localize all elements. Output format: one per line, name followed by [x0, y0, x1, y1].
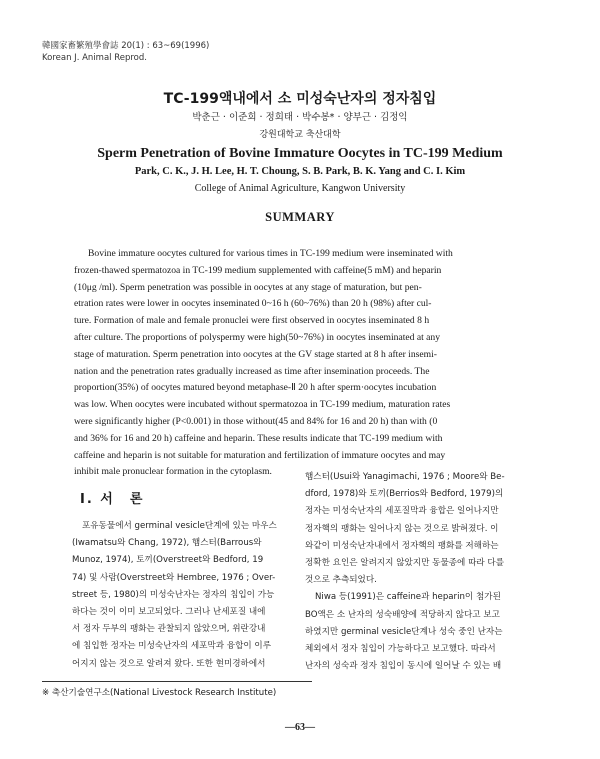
korean-affiliation: 강원대학교 축산대학 [259, 130, 341, 140]
right-column-line: 와같이 미성숙난자내에서 정자핵의 팽화를 저해하는 [305, 540, 499, 551]
left-column-line: 74) 및 사람(Overstreet와 Hembree, 1976 ; Over- [72, 572, 276, 583]
journal-citation-korean: 韓國家畜繁殖學會誌 20(1) : 63~69(1996) [42, 41, 210, 51]
right-column-line: BO액은 소 난자의 성숙배양에 적당하지 않다고 보고 [305, 609, 500, 620]
right-column-line: 정자는 미성숙난자의 세포질막과 융합은 일어나지만 [305, 506, 499, 517]
summary-line: stage of maturation. Sperm penetration into oocytes at the GV stage started at 8 h after insemi- [74, 348, 437, 360]
summary-line: caffeine and heparin is not suitable for maturation and fertilization of immature oocytes and may [74, 449, 446, 461]
footnote-divider [42, 681, 312, 682]
left-column-line: street 등, 1980)의 미성숙난자는 정자의 침입이 가능 [72, 589, 275, 600]
left-column-line: (Iwamatsu와 Chang, 1972), 햄스터(Barrous와 [72, 538, 262, 549]
right-column-line: 정확한 요인은 알려지지 않았지만 동물종에 따라 다를 [305, 558, 505, 569]
right-column-line: Niwa 등(1991)은 caffeine과 heparin이 첨가된 [315, 592, 501, 603]
right-column-line: 것으로 추측되었다. [305, 575, 377, 586]
page-number: —63— [285, 722, 315, 733]
korean-authors: 박춘근 · 이준희 · 정희태 · 박수봉* · 양부근 · 김정익 [192, 112, 408, 123]
english-title: Sperm Penetration of Bovine Immature Oocytes in TC-199 Medium [97, 146, 503, 161]
right-column-line: 하였지만 germinal vesicle단계나 성숙 중인 난자는 [305, 626, 503, 637]
summary-line: proportion(35%) of oocytes matured beyond metaphase-Ⅱ 20 h after sperm·oocytes incubation [74, 382, 437, 394]
right-column-line: 체외에서 정자 침입이 가능하다고 보고했다. 따라서 [305, 644, 496, 655]
right-column-line: dford, 1978)와 토끼(Berrios와 Bedford, 1979)의 [305, 489, 504, 500]
left-column-line: 하다는 것이 이미 보고되었다. 그러나 난세포질 내에 [72, 607, 266, 618]
left-column [72, 518, 290, 673]
summary-line: frozen-thawed spermatozoa in TC-199 medium supplemented with caffeine(5 mM) and heparin [74, 264, 442, 276]
summary-line: was low. When oocytes were incubated without spermatozoa in TC-199 medium, maturation rates [74, 399, 451, 411]
summary-line: Bovine immature oocytes cultured for various times in TC-199 medium were inseminated with [88, 248, 453, 259]
journal-citation [42, 40, 209, 64]
footnote: ※ 축산기술연구소(National Livestock Research Institute) [42, 688, 277, 698]
left-column-line: 포유동물에서 germinal vesicle단계에 있는 마우스 [82, 521, 277, 531]
summary-line: nation and the penetration rates gradually increased as time after insemination proceeds. The [74, 365, 430, 377]
summary-heading: SUMMARY [265, 210, 335, 224]
summary-body [74, 246, 510, 481]
right-column-line: 햄스터(Usui와 Yanagimachi, 1976 ; Moore와 Be- [305, 472, 505, 482]
summary-line: after culture. The proportions of polyspermy were high(50~76%) in oocytes inseminated at any [74, 331, 441, 343]
left-column-line: 어지지 않는 것으로 알려져 왔다. 또한 현미경하에서 [72, 658, 266, 669]
summary-line: and 36% for 16 and 20 h) caffeine and heparin. These results indicate that TC-199 medium with [74, 432, 443, 444]
journal-citation-english: Korean J. Animal Reprod. [42, 53, 147, 63]
left-column-line: 서 정자 두부의 팽화는 관찰되지 않았으며, 위란강내 [72, 624, 266, 635]
summary-line: ture. Formation of male and female pronuclei were first observed in oocytes inseminated 8 h [74, 315, 430, 327]
summary-line: (10μg /ml). Sperm penetration was possible in oocytes at any stage of maturation, but pen- [74, 281, 422, 293]
summary-line: were significantly higher (P<0.001) in those without(45 and 84% for 16 and 20 h) than with (0 [74, 415, 438, 427]
korean-title: TC-199액내에서 소 미성숙난자의 정자침입 [163, 91, 437, 107]
english-authors: Park, C. K., J. H. Lee, H. T. Choung, S. B. Park, B. K. Yang and C. I. Kim [134, 166, 466, 177]
summary-line: etration rates were lower in oocytes inseminated 0~16 h (60~76%) than 20 h (98%) after cul- [74, 298, 432, 310]
right-column-line: 정자핵의 팽화는 일어나지 않는 것으로 밝혀졌다. 이 [305, 523, 499, 534]
left-column-line: Munoz, 1974), 토끼(Overstreet와 Bedford, 19 [72, 555, 264, 566]
right-column [305, 469, 520, 675]
english-affiliation: College of Animal Agriculture, Kangwon University [194, 183, 406, 194]
left-column-line: 에 침입한 정자는 미성숙난자의 세포막과 융합이 이루 [72, 641, 272, 652]
right-column-line: 난자의 성숙과 정자 침입이 동시에 일어날 수 있는 배 [305, 661, 502, 672]
introduction-heading: Ⅰ. 서 론 [80, 492, 145, 507]
summary-line: inhibit male pronuclear formation in the cytoplasm. [74, 466, 272, 478]
